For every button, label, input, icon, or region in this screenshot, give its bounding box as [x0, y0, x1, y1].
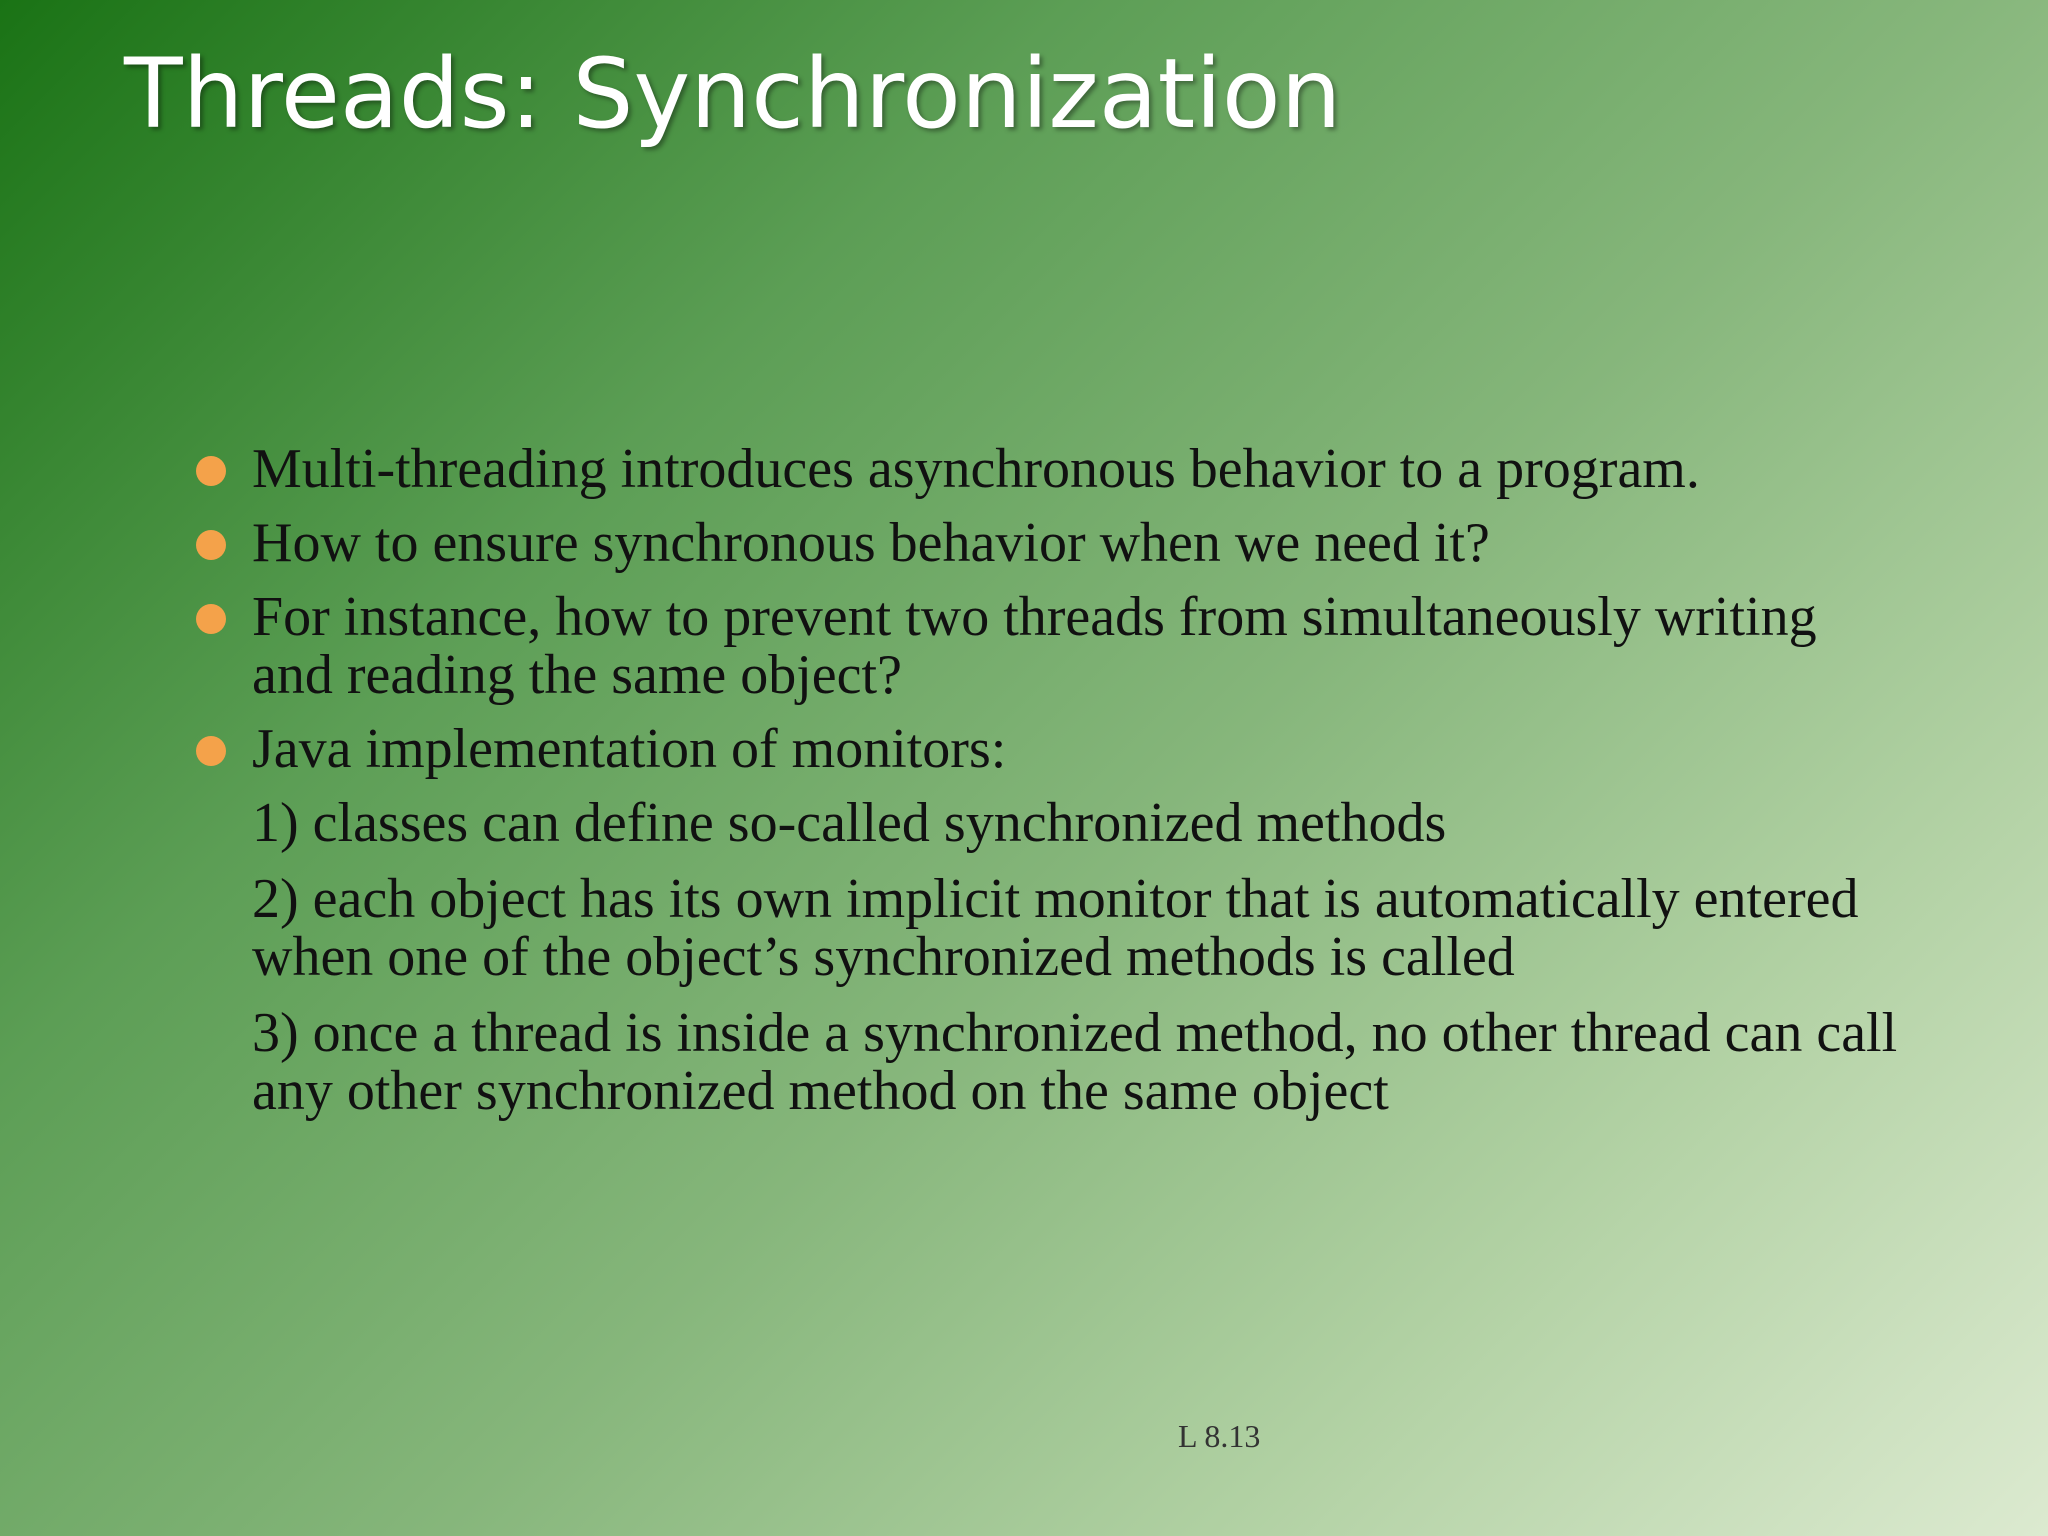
sub-item: 1) classes can define so-called synchronized methods: [252, 792, 1447, 854]
bullet-item: [190, 720, 1910, 778]
bullet-dot-icon: [196, 736, 226, 766]
bullet-dot-icon: [196, 604, 226, 634]
bullet-text: How to ensure synchronous behavior when we need it?: [252, 512, 1490, 574]
bullet-text: Multi-threading introduces asynchronous behavior to a program.: [252, 438, 1700, 500]
bullet-item: [190, 440, 1910, 498]
slide-content: [190, 440, 1910, 1138]
bullet-item: [190, 514, 1910, 572]
sub-item: 3) once a thread is inside a synchronized method, no other thread can call any other synchronized method on the same object: [252, 1002, 1898, 1122]
sub-item: 2) each object has its own implicit monitor that is automatically entered when one of the object’s synchronized methods is called: [252, 868, 1859, 988]
bullet-text: For instance, how to prevent two threads from simultaneously writing and reading the same object?: [252, 586, 1817, 706]
bullet-item: [190, 588, 1910, 704]
bullet-text: Java implementation of monitors:: [252, 718, 1007, 780]
slide-number: L 8.13: [1178, 1418, 1261, 1454]
bullet-dot-icon: [196, 530, 226, 560]
slide-title: Threads: Synchronization: [124, 38, 1342, 150]
bullet-dot-icon: [196, 456, 226, 486]
